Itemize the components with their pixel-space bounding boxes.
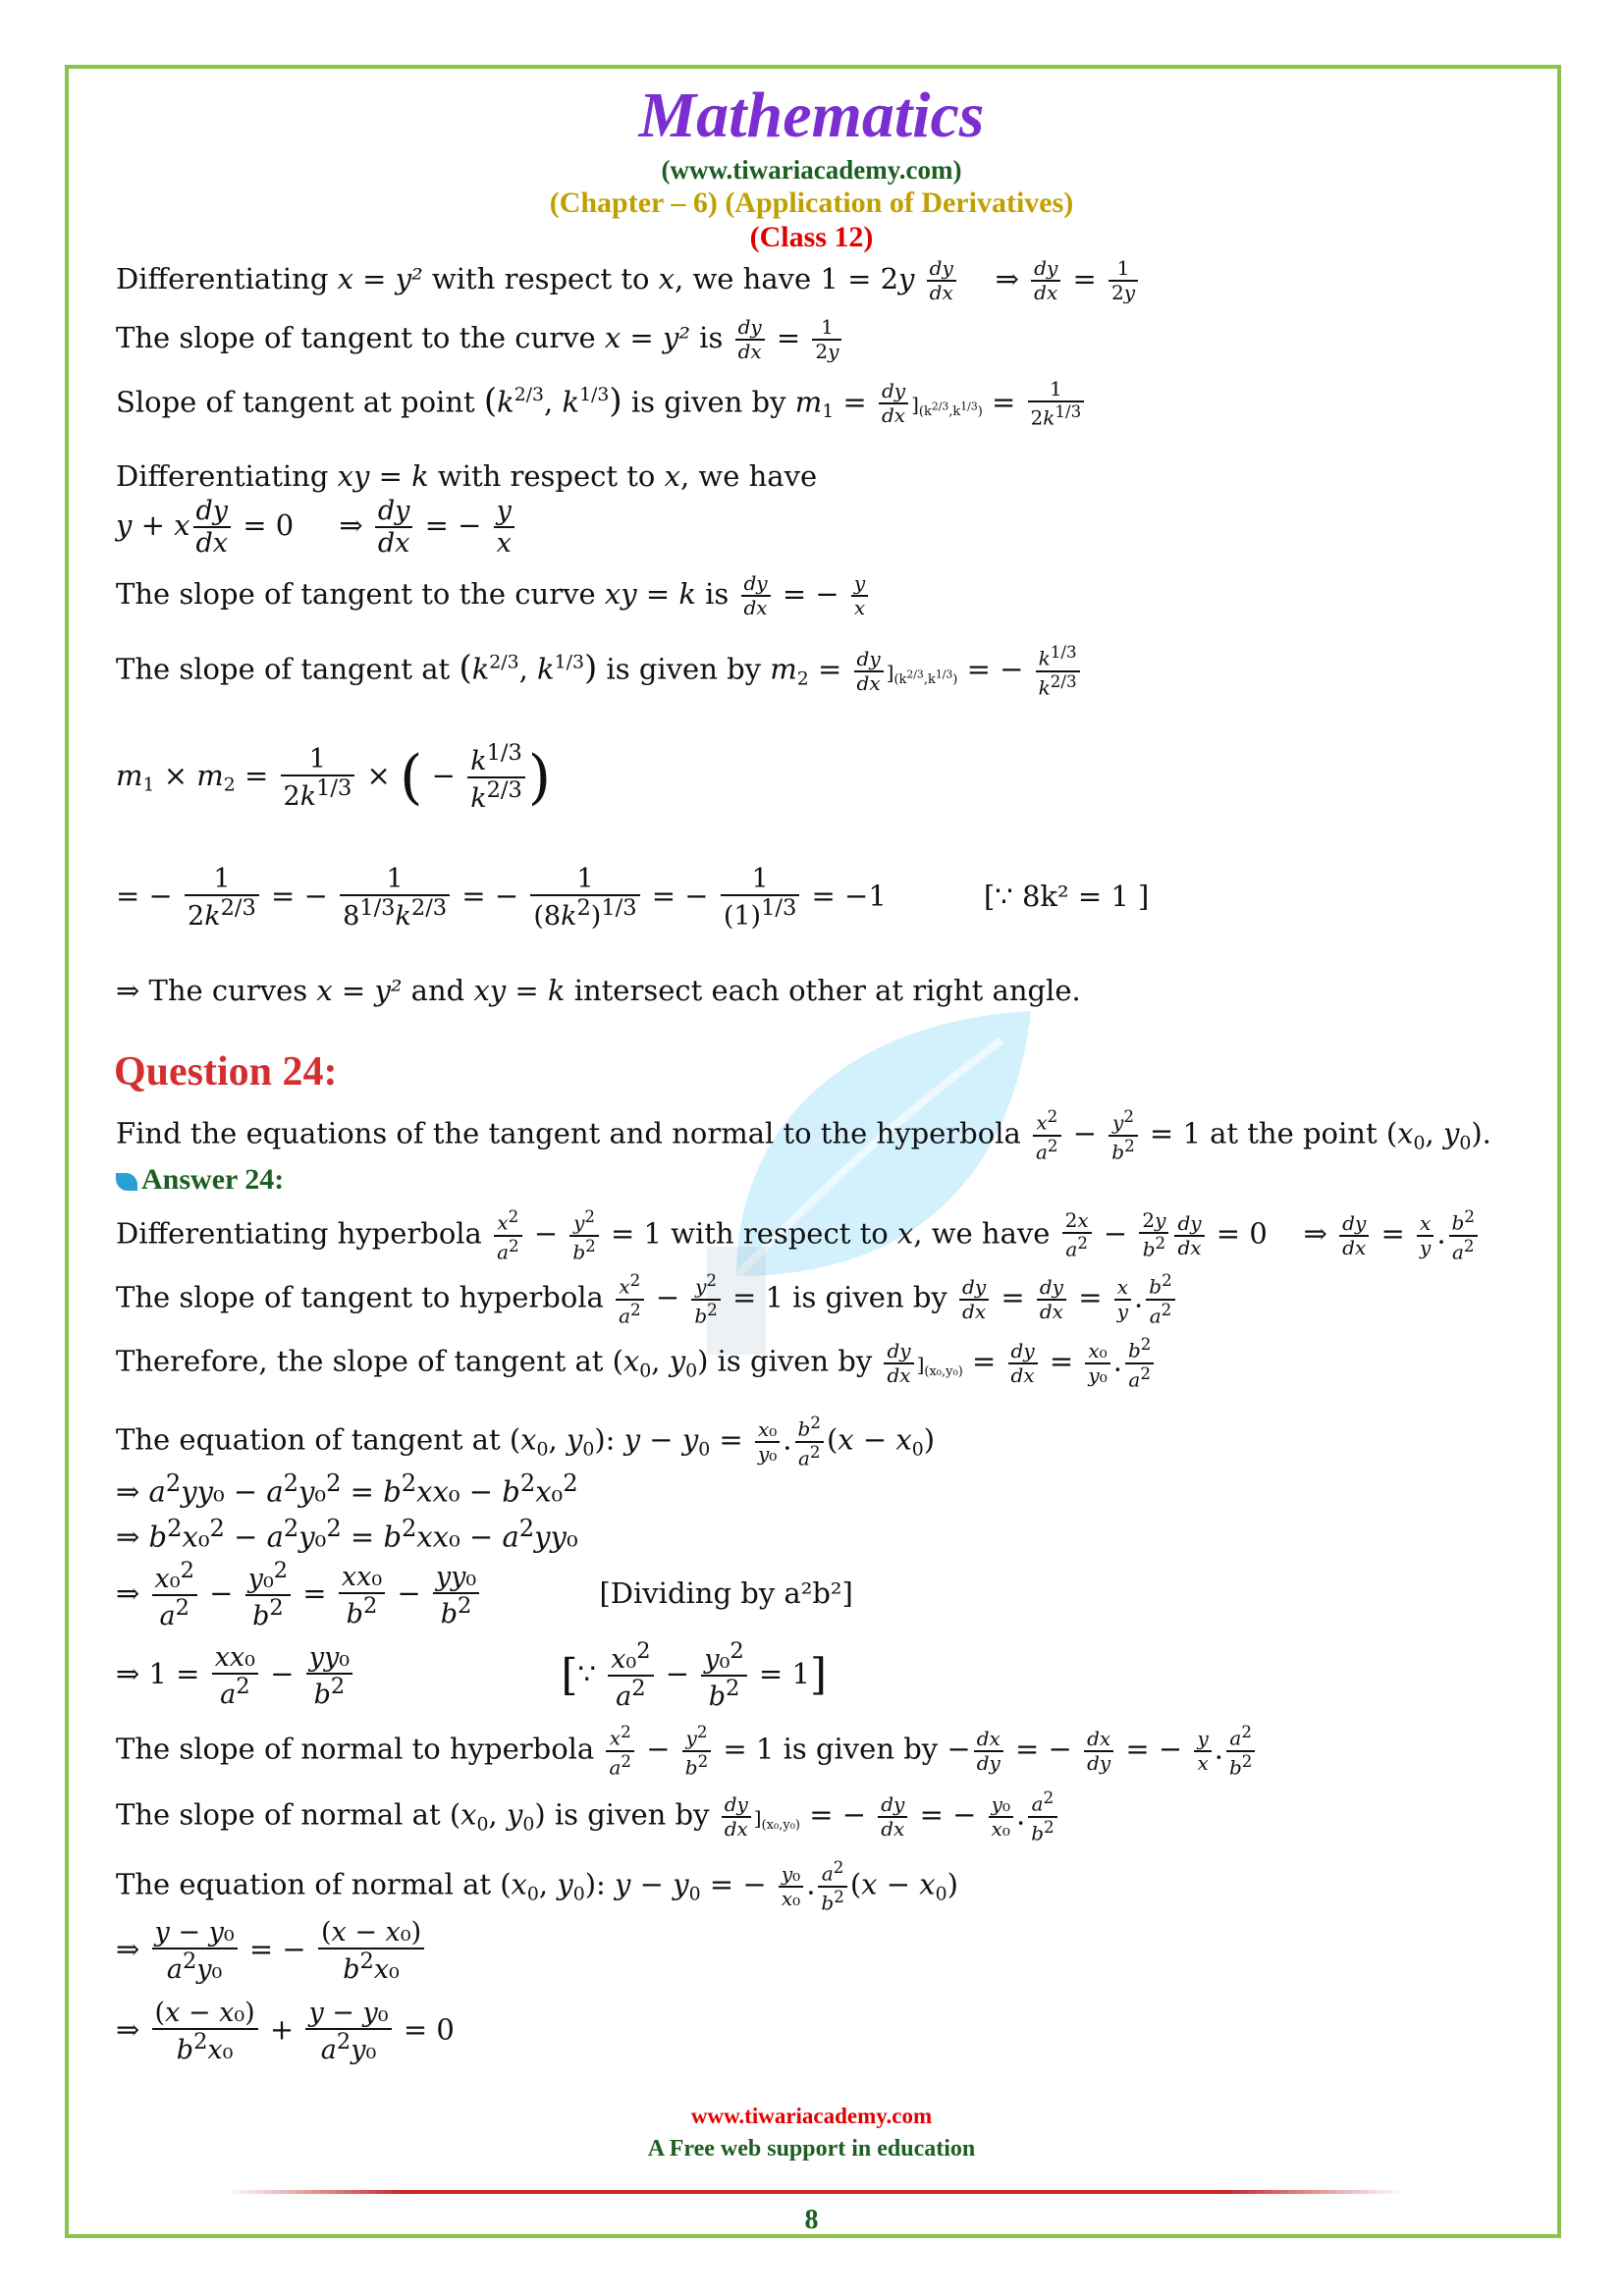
answer-step-1: ⇒ $a^2yy_0 - a^2y_0^2 = b^2xx_0 - b^2x_0^2$ — [116, 1469, 578, 1509]
page-title: Mathematics — [638, 80, 985, 151]
line-conclusion: ⇒ The curves x = y² and xy = k intersect each other at right angle. — [116, 974, 1081, 1007]
site-url: (www.tiwariacademy.com) — [661, 155, 962, 185]
line-slope-m2: The slope of tangent at ($k^{2/3}$, $k^{1/3}$) is given by $m_2$ = $\frac{dy}{dx}$ ]$_{(k^{2/3},k^{1/3})}$ = − $\frac{k^{1/3}}{k^{2/3}}$ — [116, 643, 1083, 699]
line-product-simplified: = − $\frac{1}{2k^{2/3}}$ = − $\frac{1}{8^{1/3}k^{2/3}}$ = − $\frac{1}{(8k^2)^{1/3}}$ = − $\frac{1}{(1)^{1/3}}$ = −1 [∵ 8k² = 1 ] — [116, 864, 1150, 933]
class-label: (Class 12) — [749, 221, 874, 253]
chapter-label: (Chapter – 6) (Application of Derivatives) — [549, 187, 1074, 219]
answer-step-4: ⇒ 1 = $\frac{\text{xx₀}}{a^2}$ − $\frac{\text{yy₀}}{b^2}$ [∵ $\frac{x_0^2}{a^2}$ − $\frac{y_0^2}{b^2}$ = 1] — [116, 1638, 828, 1713]
line-slope-tangent-2: The slope of tangent to the curve xy = k is $\frac{dy}{dx}$ = − $\frac{y}{x}$ — [116, 572, 871, 619]
answer-step-2: ⇒ $b^2x_0^2 - a^2y_0^2 = b^2xx_0 - a^2yy_0$ — [116, 1515, 578, 1554]
answer-line-normal-slope-point: The slope of normal at ($x_0$, $y_0$) is given by $\frac{dy}{dx}$ ]$_{(x_0,y_0)}$ = − $\frac{dy}{dx}$ = − $\frac{\text{y₀}}{\text{x₀}}$ . $\frac{a^2}{b^2}$ — [116, 1789, 1060, 1844]
line-implicit-deriv: y + x $\frac{dy}{dx}$ = 0 ⇒ $\frac{dy}{dx}$ = − $\frac{y}{x}$ — [116, 496, 517, 559]
line-slope-tangent-1: The slope of tangent to the curve x = y² is $\frac{dy}{dx}$ = $\frac{1}{2y}$ — [116, 316, 844, 363]
answer-line-tangent-eq: The equation of tangent at ($x_0$, $y_0$): $y - y_0$ = $\frac{\text{x₀}}{\text{y₀}}$ . $\frac{b^2}{a^2}$ $(x - x_0)$ — [116, 1414, 936, 1470]
footer-tagline: A Free web support in education — [647, 2136, 976, 2162]
answer-line-diff: Differentiating hyperbola $\frac{x^2}{a^2}$ − $\frac{y^2}{b^2}$ = 1 with respect to x, we have $\frac{2x}{a^2}$ − $\frac{2y}{b^2}$ $\frac{dy}{dx}$ = 0 ⇒ $\frac{dy}{dx}$ = $\frac{x}{y}$ . $\frac{b^2}{a^2}$ — [116, 1207, 1481, 1263]
answer-normal-step-1: ⇒ $\frac{\text{y − y₀}}{a^2y_0}$ = − $\frac{\text{(x − x₀)}}{b^2x_0}$ — [116, 1917, 427, 1985]
question-heading: Question 24: — [114, 1049, 338, 1095]
line-diff-x-y2: Differentiating x = y² with respect to x, we have 1 = 2y $\frac{dy}{dx}$ ⇒ $\frac{dy}{dx}$ = $\frac{1}{2y}$ — [116, 257, 1141, 304]
answer-line-normal-eq: The equation of normal at ($x_0$, $y_0$): $y - y_0$ = − $\frac{\text{y₀}}{\text{x₀}}$ . $\frac{a^2}{b^2}$ $(x - x_0)$ — [116, 1858, 958, 1915]
question-text: Find the equations of the tangent and normal to the hyperbola $\frac{x^2}{a^2}$ − $\frac{y^2}{b^2}$ = 1 at the point ($x_0$, $y_0$). — [116, 1107, 1491, 1164]
page-number: 8 — [804, 2205, 819, 2235]
answer-step-3: ⇒ $\frac{x_0^2}{a^2}$ − $\frac{y_0^2}{b^2}$ = $\frac{\text{xx₀}}{b^2}$ − $\frac{\text{yy₀}}{b^2}$ [Dividing by a²b²] — [116, 1558, 853, 1632]
answer-line-slope-point: Therefore, the slope of tangent at ($x_0$, $y_0$) is given by $\frac{dy}{dx}$ ]$_{(x_0,y_0)}$ = $\frac{dy}{dx}$ = $\frac{\text{x₀}}{\text{y₀}}$ . $\frac{b^2}{a^2}$ — [116, 1335, 1157, 1391]
footer-divider — [226, 2190, 1404, 2194]
line-product-m1m2: $m_1 \times m_2$ = $\frac{1}{2k^{1/3}}$ × ( − $\frac{k^{1/3}}{k^{2/3}}$ ) — [116, 740, 552, 815]
answer-normal-step-2: ⇒ $\frac{\text{(x − x₀)}}{b^2x_0}$ + $\frac{\text{y − y₀}}{a^2y_0}$ = 0 — [116, 1998, 455, 2066]
line-diff-xy-k: Differentiating xy = k with respect to x, we have — [116, 459, 818, 493]
leaf-icon — [116, 1173, 137, 1191]
line-slope-m1: Slope of tangent at point ($k^{2/3}$, $k^{1/3}$) is given by $m_1$ = $\frac{dy}{dx}$ ]$_{(k^{2/3},k^{1/3})}$ = $\frac{1}{2k^{1/3}}$ — [116, 378, 1087, 430]
footer-url[interactable]: www.tiwariacademy.com — [690, 2104, 933, 2128]
answer-heading: Answer 24: — [116, 1163, 284, 1197]
answer-line-normal-slope: The slope of normal to hyperbola $\frac{x^2}{a^2}$ − $\frac{y^2}{b^2}$ = 1 is given by − $\frac{dx}{dy}$ = − $\frac{dx}{dy}$ = − $\frac{y}{x}$ . $\frac{a^2}{b^2}$ — [116, 1723, 1258, 1779]
answer-line-slope: The slope of tangent to hyperbola $\frac{x^2}{a^2}$ − $\frac{y^2}{b^2}$ = 1 is given by $\frac{dy}{dx}$ = $\frac{dy}{dx}$ = $\frac{x}{y}$ . $\frac{b^2}{a^2}$ — [116, 1271, 1178, 1327]
